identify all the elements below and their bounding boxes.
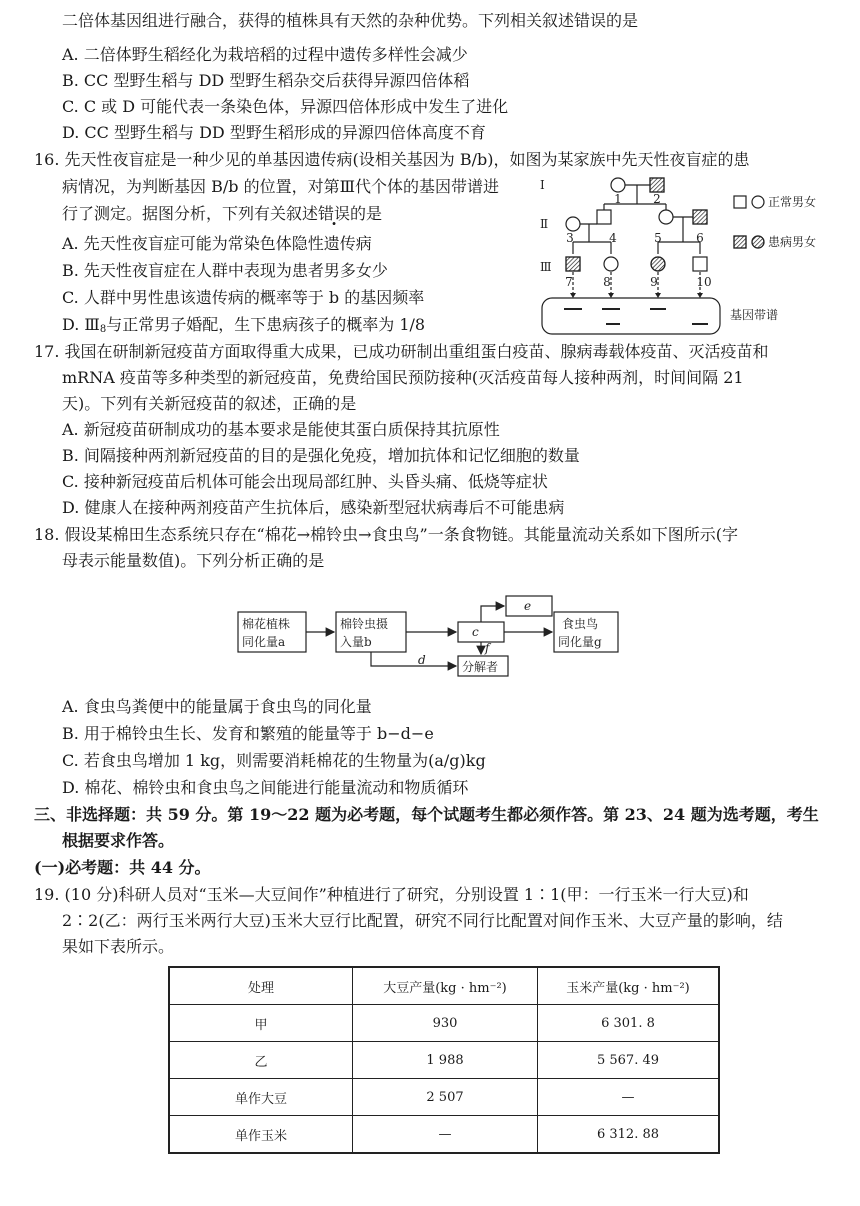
- table-cell: 5 567. 49: [538, 1042, 720, 1079]
- id-1: 1: [614, 192, 622, 206]
- table-cell: 6 312. 88: [538, 1116, 720, 1154]
- q16-option-a: A. 先天性夜盲症可能为常染色体隐性遗传病: [62, 234, 372, 253]
- gen-label-2: Ⅱ: [540, 217, 549, 231]
- q18-option-d: D. 棉花、棉铃虫和食虫鸟之间能进行能量流动和物质循环: [62, 778, 469, 797]
- section3-heading: 三、非选择题：共 59 分。第 19～22 题为必考题，每个试题考生都必须作答。第 23、24 题为选考题，考生: [34, 805, 819, 824]
- table-header: 大豆产量(kg · hm⁻²): [353, 967, 538, 1005]
- q17-option-b: B. 间隔接种两剂新冠疫苗的目的是强化免疫，增加抗体和记忆细胞的数量: [62, 446, 580, 465]
- id-5: 5: [654, 231, 662, 245]
- section3-heading-cont: 根据要求作答。: [62, 831, 175, 850]
- id-2: 2: [653, 192, 661, 206]
- table-cell: 930: [353, 1005, 538, 1042]
- flow-decomposer: 分解者: [462, 660, 499, 674]
- table-header-row: [169, 967, 719, 1005]
- q15-option-d: D. CC 型野生稻与 DD 型野生稻形成的异源四倍体高度不育: [62, 123, 486, 142]
- energy-flow-diagram: [236, 594, 622, 678]
- legend-affected: 患病男女: [768, 235, 817, 249]
- table-cell: 甲: [169, 1005, 353, 1042]
- id-4: 4: [609, 231, 617, 245]
- table-row: [169, 1116, 719, 1154]
- flow-box1-l2: 同化量a: [242, 635, 286, 649]
- q16-option-c: C. 人群中男性患该遗传病的概率等于 b 的基因频率: [62, 288, 425, 307]
- q16-option-b: B. 先天性夜盲症在人群中表现为患者男多女少: [62, 261, 388, 280]
- flow-d: d: [418, 653, 426, 667]
- table-cell: 1 988: [353, 1042, 538, 1079]
- flow-e: e: [524, 599, 532, 613]
- q19-stem-line1: 19. (10 分)科研人员对“玉米—大豆间作”种植进行了研究，分别设置 1∶1(甲：一行玉米一行大豆)和: [34, 885, 749, 904]
- table-header: 处理: [169, 967, 353, 1005]
- table-cell: 6 301. 8: [538, 1005, 720, 1042]
- q17-option-d: D. 健康人在接种两剂疫苗产生抗体后，感染新型冠状病毒后不可能患病: [62, 498, 565, 517]
- table-cell: 2 507: [353, 1079, 538, 1116]
- q16-stem-line2: 病情况，为判断基因 B/b 的位置，对第Ⅲ代个体的基因带谱进: [62, 177, 499, 196]
- q15-option-b: B. CC 型野生稻与 DD 型野生稻杂交后获得异源四倍体稻: [62, 71, 470, 90]
- flow-c: c: [472, 625, 479, 639]
- q18-option-c: C. 若食虫鸟增加 1 kg，则需要消耗棉花的生物量为(a/g)kg: [62, 751, 486, 770]
- table-header: 玉米产量(kg · hm⁻²): [538, 967, 720, 1005]
- gen-label-1: Ⅰ: [540, 178, 545, 192]
- gen-label-3: Ⅲ: [540, 260, 552, 274]
- q16-stem-line1: 16. 先天性夜盲症是一种少见的单基因遗传病(设相关基因为 B/b)，如图为某家族中先天性夜盲症的患: [34, 150, 750, 169]
- table-row: [169, 1042, 719, 1079]
- id-8: 8: [603, 275, 611, 289]
- id-10: 10: [696, 275, 712, 289]
- q15-option-c: C. C 或 D 可能代表一条染色体，异源四倍体形成中发生了进化: [62, 97, 509, 116]
- flow-box1-l1: 棉花植株: [242, 617, 291, 631]
- legend-normal: 正常男女: [768, 195, 817, 209]
- id-3: 3: [566, 231, 574, 245]
- q19-stem-line2: 2∶2(乙：两行玉米两行大豆)玉米大豆行比配置，研究不同行比配置对间作玉米、大豆产量的影响，结: [62, 911, 783, 930]
- id-7: 7: [565, 275, 573, 289]
- q19-yield-table: [168, 966, 720, 1154]
- flow-box2-l2: 入量b: [340, 635, 372, 649]
- flow-box2-l1: 棉铃虫摄: [340, 617, 389, 631]
- q15-option-a: A. 二倍体野生稻经化为栽培稻的过程中遗传多样性会减少: [62, 45, 468, 64]
- flow-f: f: [485, 641, 490, 655]
- table-cell: 乙: [169, 1042, 353, 1079]
- table-cell: 单作大豆: [169, 1079, 353, 1116]
- q18-option-a: A. 食虫鸟粪便中的能量属于食虫鸟的同化量: [62, 697, 372, 716]
- q18-stem-line1: 18. 假设某棉田生态系统只存在“棉花→棉铃虫→食虫鸟”一条食物链。其能量流动关系如下图所示(字: [34, 525, 738, 544]
- id-6: 6: [696, 231, 704, 245]
- table-row: [169, 1079, 719, 1116]
- q18-stem-line2: 母表示能量数值)。下列分析正确的是: [62, 551, 325, 570]
- q17-stem-line1: 17. 我国在研制新冠疫苗方面取得重大成果，已成功研制出重组蛋白疫苗、腺病毒载体疫苗、灭活疫苗和: [34, 342, 769, 361]
- pedigree-figure: [536, 172, 828, 338]
- table-cell: 单作玉米: [169, 1116, 353, 1154]
- table-cell: —: [353, 1116, 538, 1154]
- q17-option-c: C. 接种新冠疫苗后机体可能会出现局部红肿、头昏头痛、低烧等症状: [62, 472, 548, 491]
- flow-bird-l2: 同化量g: [558, 635, 602, 649]
- band-label: 基因带谱: [730, 308, 779, 322]
- table-row: [169, 1005, 719, 1042]
- flow-bird-l1: 食虫鸟: [562, 617, 599, 631]
- q17-option-a: A. 新冠疫苗研制成功的基本要求是能使其蛋白质保持其抗原性: [62, 420, 500, 439]
- q16-emphasis: 错误: [318, 204, 351, 223]
- q18-option-b: B. 用于棉铃虫生长、发育和繁殖的能量等于 b−d−e: [62, 724, 434, 743]
- q15-stem-tail: 二倍体基因组进行融合，获得的植株具有天然的杂种优势。下列相关叙述错误的是: [62, 11, 639, 30]
- section3-sub1: (一)必考题：共 44 分。: [34, 858, 211, 877]
- q16-stem-line3: 行了测定。据图分析，下列有关叙述错误的是: [62, 204, 383, 223]
- q17-stem-line2: mRNA 疫苗等多种类型的新冠疫苗，免费给国民预防接种(灭活疫苗每人接种两剂，时间间隔 21: [62, 368, 744, 387]
- id-9: 9: [650, 275, 658, 289]
- q16-option-d: D. $Ⅲ_8$与正常男子婚配，生下患病孩子的概率为 1/8: [62, 315, 426, 335]
- table-cell: —: [538, 1079, 720, 1116]
- q17-stem-line3: 天)。下列有关新冠疫苗的叙述，正确的是: [62, 394, 357, 413]
- q19-stem-line3: 果如下表所示。: [62, 937, 175, 956]
